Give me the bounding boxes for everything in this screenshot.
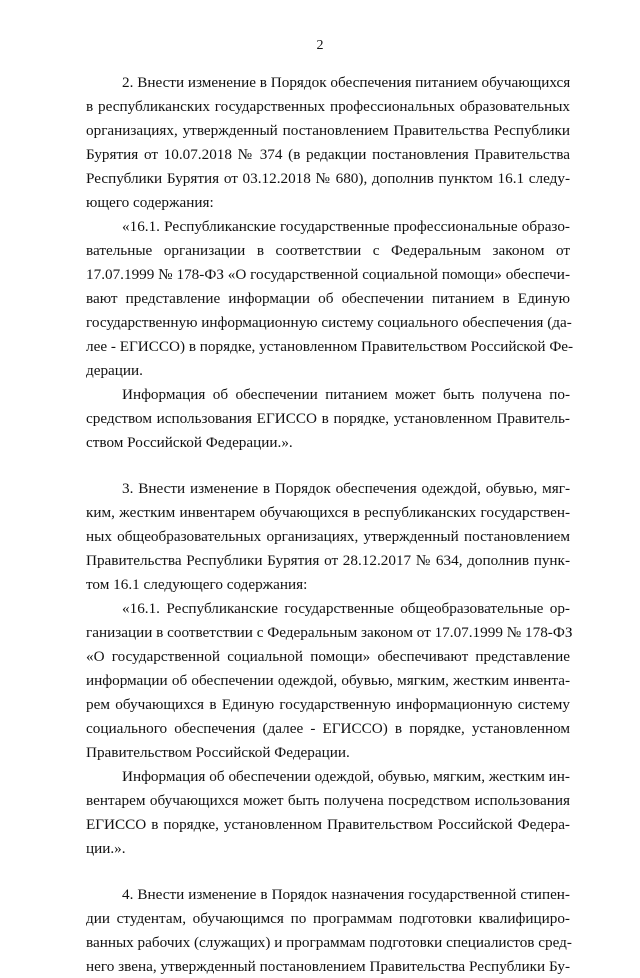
text-line: том 16.1 следующего содержания: (86, 576, 308, 593)
text-line: Информация об обеспечении одеждой, обувью, мягким, жестким ин- (122, 768, 570, 785)
text-line: лее - ЕГИССО) в порядке, установленном Правительством Российской Фе- (86, 338, 574, 355)
text-line: организациях, утвержденный постановлением Правительства Республики (86, 122, 570, 139)
text-line: ющего содержания: (86, 194, 214, 211)
text-line: информации об обеспечении одеждой, обувью, мягким, жестким инвента- (86, 672, 570, 689)
text-line: «16.1. Республиканские государственные профессиональные образо- (122, 218, 570, 235)
text-line: Республики Бурятия от 03.12.2018 № 680), дополнив пунктом 16.1 следу- (86, 170, 570, 187)
text-line: ции.». (86, 840, 126, 857)
text-line: дерации. (86, 362, 143, 379)
text-line: ванных рабочих (служащих) и программам подготовки специалистов сред- (86, 934, 572, 951)
text-line: Бурятия от 10.07.2018 № 374 (в редакции постановления Правительства (86, 146, 570, 163)
text-line: ЕГИССО в порядке, установленном Правительством Российской Федера- (86, 816, 570, 833)
text-line: ганизации в соответствии с Федеральным законом от 17.07.1999 № 178-ФЗ (86, 624, 573, 641)
text-line: ким, жестким инвентарем обучающихся в республиканских государствен- (86, 504, 570, 521)
text-line: дии студентам, обучающимся по программам подготовки квалифициро- (86, 910, 570, 927)
text-line: в республиканских государственных профессиональных образовательных (86, 98, 570, 115)
text-line: рем обучающихся в Единую государственную информационную систему (86, 696, 570, 713)
text-line: вентарем обучающихся может быть получена посредством использования (86, 792, 570, 809)
text-line: социального обеспечения (далее - ЕГИССО) в порядке, установленном (86, 720, 570, 737)
text-line: него звена, утвержденный постановлением Правительства Республики Бу- (86, 958, 570, 975)
text-line: государственную информационную систему социального обеспечения (да- (86, 314, 572, 331)
text-line: 4. Внести изменение в Порядок назначения государственной стипен- (122, 886, 570, 903)
text-line: Правительством Российской Федерации. (86, 744, 350, 761)
text-line: 2. Внести изменение в Порядок обеспечения питанием обучающихся (122, 74, 571, 91)
text-line: «16.1. Республиканские государственные общеобразовательные ор- (122, 600, 570, 617)
text-line: Информация об обеспечении питанием может быть получена по- (122, 386, 570, 403)
text-line: ных общеобразовательных организациях, утвержденный постановлением (86, 528, 570, 545)
text-line: 17.07.1999 № 178-ФЗ «О государственной социальной помощи» обеспечи- (86, 266, 570, 283)
text-line: «О государственной социальной помощи» обеспечивают представление (86, 648, 570, 665)
text-line: вают представление информации об обеспечении питанием в Единую (86, 290, 570, 307)
text-line: средством использования ЕГИССО в порядке, установленном Правитель- (86, 410, 570, 427)
text-line: ством Российской Федерации.». (86, 434, 293, 451)
text-line: Правительства Республики Бурятия от 28.12.2017 № 634, дополнив пунк- (86, 552, 570, 569)
text-line: вательные организации в соответствии с Федеральным законом от (86, 242, 570, 259)
text-line: 3. Внести изменение в Порядок обеспечения одеждой, обувью, мяг- (122, 480, 570, 497)
page-number: 2 (316, 38, 324, 53)
